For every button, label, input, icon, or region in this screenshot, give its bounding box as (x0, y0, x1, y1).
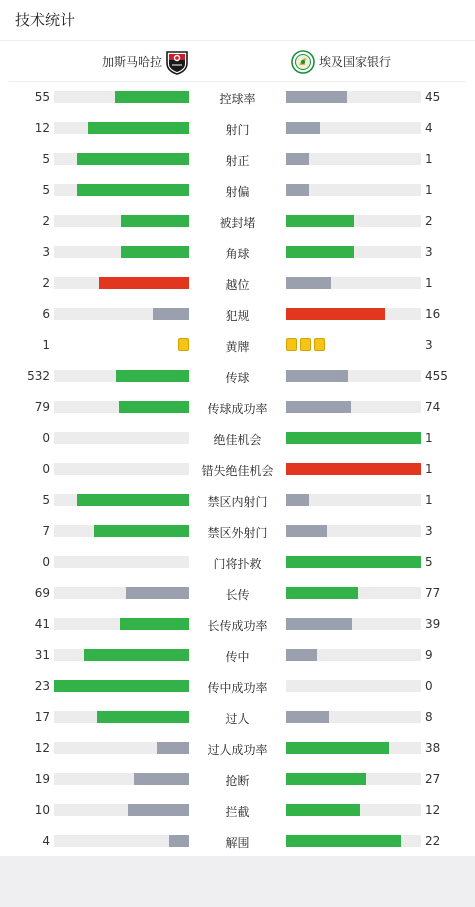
away-bar-track (286, 184, 421, 196)
away-bar-track (286, 587, 421, 599)
home-bar-track (54, 370, 189, 382)
home-stat-value: 7 (42, 524, 50, 538)
away-stat-value: 5 (425, 555, 433, 569)
home-stat-value: 55 (34, 90, 50, 104)
away-stat-value: 3 (425, 338, 433, 352)
home-bar-track (54, 153, 189, 165)
stat-row (0, 82, 475, 113)
home-bar-fill (153, 308, 189, 320)
away-bar-track (286, 308, 421, 320)
home-bar-track (54, 432, 189, 444)
away-bar-track (286, 215, 421, 227)
home-bar-track (54, 525, 189, 537)
away-stat-value: 74 (425, 400, 441, 414)
stat-label: 长传成功率 (207, 619, 268, 633)
stat-row (0, 423, 475, 454)
away-stat-value: 9 (425, 648, 433, 662)
away-bar-fill (286, 184, 309, 196)
home-bar-fill (77, 153, 189, 165)
away-bar-fill (286, 525, 327, 537)
away-stat-value: 4 (425, 121, 433, 135)
home-bar-fill (77, 494, 189, 506)
stat-row (0, 609, 475, 640)
stat-label: 拦截 (225, 805, 250, 819)
home-stat-value: 3 (42, 245, 50, 259)
stat-label: 错失绝佳机会 (201, 464, 274, 478)
home-bar-track (54, 91, 189, 103)
home-bar-track (54, 804, 189, 816)
home-bar-track (54, 122, 189, 134)
away-stat-value: 8 (425, 710, 433, 724)
teams-header (9, 41, 466, 82)
stat-label: 越位 (225, 278, 250, 292)
home-stat-value: 532 (27, 369, 50, 383)
home-stat-value: 23 (34, 679, 50, 693)
stat-label: 角球 (225, 247, 250, 261)
away-stat-value: 2 (425, 214, 433, 228)
away-stat-value: 1 (425, 493, 433, 507)
stat-label: 过人成功率 (207, 743, 268, 757)
stat-label: 抢断 (225, 774, 250, 788)
home-bar-track (54, 463, 189, 475)
away-bar-fill (286, 91, 347, 103)
home-bar-fill (119, 401, 189, 413)
away-bar-fill (286, 742, 389, 754)
away-bar-track (286, 277, 421, 289)
home-stat-value: 17 (34, 710, 50, 724)
stat-row (0, 702, 475, 733)
away-bar-fill (286, 804, 360, 816)
away-stat-value: 1 (425, 462, 433, 476)
stat-row (0, 237, 475, 268)
stat-label: 传中 (225, 650, 250, 664)
home-bar-track (54, 308, 189, 320)
away-bar-track (286, 122, 421, 134)
stat-row (0, 330, 475, 361)
stat-row (0, 485, 475, 516)
away-bar-track (286, 525, 421, 537)
home-stat-value: 0 (42, 431, 50, 445)
stat-label: 绝佳机会 (213, 433, 262, 447)
home-bar-track (54, 587, 189, 599)
away-bar-fill (286, 153, 309, 165)
away-stat-value: 38 (425, 741, 441, 755)
yellow-card-icon (178, 338, 189, 351)
away-bar-fill (286, 463, 421, 475)
stat-row (0, 516, 475, 547)
stat-label: 传中成功率 (207, 681, 268, 695)
home-yellow-cards (178, 338, 189, 351)
home-bar-track (54, 773, 189, 785)
home-bar-track (54, 711, 189, 723)
home-stat-value: 69 (34, 586, 50, 600)
home-team-name[interactable]: 加斯马哈拉 (101, 55, 162, 69)
away-bar-track (286, 618, 421, 630)
away-stat-value: 1 (425, 276, 433, 290)
stat-row (0, 733, 475, 764)
home-bar-track (54, 246, 189, 258)
away-bar-fill (286, 370, 348, 382)
away-bar-track (286, 649, 421, 661)
home-bar-fill (116, 370, 189, 382)
yellow-card-icon (314, 338, 325, 351)
away-bar-track (286, 680, 421, 692)
home-bar-fill (115, 91, 189, 103)
home-bar-fill (88, 122, 189, 134)
home-stat-value: 2 (42, 276, 50, 290)
stat-row (0, 113, 475, 144)
away-bar-track (286, 463, 421, 475)
stat-label: 传球成功率 (207, 402, 268, 416)
home-bar-track (54, 618, 189, 630)
stat-label: 传球 (225, 371, 250, 385)
stat-label: 射偏 (225, 185, 250, 199)
away-stat-value: 1 (425, 183, 433, 197)
stat-row (0, 671, 475, 702)
away-team-logo-icon[interactable] (291, 50, 315, 74)
away-bar-track (286, 246, 421, 258)
home-bar-fill (134, 773, 189, 785)
away-bar-fill (286, 556, 421, 568)
away-stat-value: 12 (425, 803, 441, 817)
stat-label: 射正 (225, 154, 250, 168)
away-stat-value: 39 (425, 617, 441, 631)
away-team-name[interactable]: 埃及国家银行 (319, 55, 392, 69)
away-bar-fill (286, 122, 320, 134)
home-stat-value: 31 (34, 648, 50, 662)
home-stat-value: 19 (34, 772, 50, 786)
stat-label: 犯规 (225, 309, 250, 323)
away-bar-track (286, 91, 421, 103)
away-bar-fill (286, 401, 351, 413)
stat-label: 控球率 (219, 92, 256, 106)
away-bar-track (286, 153, 421, 165)
away-bar-fill (286, 215, 354, 227)
away-bar-track (286, 835, 421, 847)
stat-label: 禁区内射门 (207, 495, 268, 509)
away-bar-fill (286, 587, 358, 599)
home-stat-value: 12 (34, 121, 50, 135)
away-bar-track (286, 773, 421, 785)
away-bar-track (286, 370, 421, 382)
away-stat-value: 1 (425, 431, 433, 445)
home-bar-fill (99, 277, 189, 289)
home-stat-value: 1 (42, 338, 50, 352)
home-bar-track (54, 215, 189, 227)
home-bar-track (54, 494, 189, 506)
away-stat-value: 27 (425, 772, 441, 786)
home-stat-value: 0 (42, 555, 50, 569)
home-bar-track (54, 277, 189, 289)
away-bar-track (286, 494, 421, 506)
away-bar-fill (286, 494, 309, 506)
stat-label: 射门 (225, 123, 250, 137)
away-bar-track (286, 804, 421, 816)
home-bar-fill (120, 618, 189, 630)
away-stat-value: 16 (425, 307, 441, 321)
home-bar-fill (169, 835, 189, 847)
away-stat-value: 3 (425, 524, 433, 538)
stat-row (0, 299, 475, 330)
away-bar-track (286, 742, 421, 754)
home-stat-value: 10 (34, 803, 50, 817)
home-bar-fill (77, 184, 189, 196)
home-bar-fill (94, 525, 189, 537)
home-bar-track (54, 649, 189, 661)
away-stat-value: 1 (425, 152, 433, 166)
away-stat-value: 77 (425, 586, 441, 600)
home-bar-track (54, 835, 189, 847)
away-bar-fill (286, 835, 401, 847)
home-stat-value: 79 (34, 400, 50, 414)
stat-label: 过人 (225, 712, 250, 726)
away-bar-track (286, 432, 421, 444)
home-bar-fill (126, 587, 189, 599)
stat-label: 解围 (225, 836, 250, 850)
stat-row (0, 206, 475, 237)
home-bar-track (54, 680, 189, 692)
away-bar-track (286, 711, 421, 723)
home-bar-track (54, 556, 189, 568)
home-stat-value: 12 (34, 741, 50, 755)
home-bar-fill (121, 246, 189, 258)
home-bar-track (54, 401, 189, 413)
stat-row (0, 454, 475, 485)
home-stat-value: 2 (42, 214, 50, 228)
stat-row (0, 268, 475, 299)
home-stat-value: 5 (42, 183, 50, 197)
home-bar-fill (54, 680, 189, 692)
away-bar-fill (286, 618, 352, 630)
home-team-logo-icon[interactable] (165, 49, 189, 75)
away-bar-fill (286, 773, 366, 785)
yellow-card-icon (300, 338, 311, 351)
page-title: 技术统计 (0, 0, 475, 41)
away-bar-fill (286, 308, 385, 320)
stat-label: 长传 (225, 588, 250, 602)
away-bar-fill (286, 277, 331, 289)
stat-row (0, 795, 475, 826)
stat-label: 门将扑救 (213, 557, 262, 571)
stat-label: 禁区外射门 (207, 526, 268, 540)
home-bar-track (54, 184, 189, 196)
stat-row (0, 361, 475, 392)
home-bar-track (54, 742, 189, 754)
away-bar-fill (286, 649, 317, 661)
home-stat-value: 4 (42, 834, 50, 848)
home-bar-fill (157, 742, 189, 754)
stat-row (0, 764, 475, 795)
away-yellow-cards (286, 338, 325, 351)
home-stat-value: 5 (42, 152, 50, 166)
away-stat-value: 0 (425, 679, 433, 693)
home-bar-fill (121, 215, 189, 227)
away-bar-track (286, 556, 421, 568)
stat-label: 黄牌 (225, 340, 250, 354)
away-bar-fill (286, 711, 329, 723)
yellow-card-icon (286, 338, 297, 351)
stat-label: 被封堵 (219, 216, 256, 230)
away-bar-fill (286, 432, 421, 444)
away-bar-fill (286, 246, 354, 258)
home-bar-fill (84, 649, 189, 661)
stat-row (0, 392, 475, 423)
home-bar-fill (128, 804, 189, 816)
home-stat-value: 0 (42, 462, 50, 476)
stat-row (0, 547, 475, 578)
away-stat-value: 3 (425, 245, 433, 259)
home-stat-value: 41 (34, 617, 50, 631)
stats-list (0, 82, 475, 857)
away-stat-value: 45 (425, 90, 441, 104)
stat-row (0, 826, 475, 857)
away-stat-value: 22 (425, 834, 441, 848)
stat-row (0, 144, 475, 175)
stat-row (0, 640, 475, 671)
away-stat-value: 455 (425, 369, 448, 383)
stat-row (0, 175, 475, 206)
away-bar-track (286, 401, 421, 413)
home-stat-value: 6 (42, 307, 50, 321)
home-stat-value: 5 (42, 493, 50, 507)
stat-row (0, 578, 475, 609)
home-bar-fill (97, 711, 189, 723)
